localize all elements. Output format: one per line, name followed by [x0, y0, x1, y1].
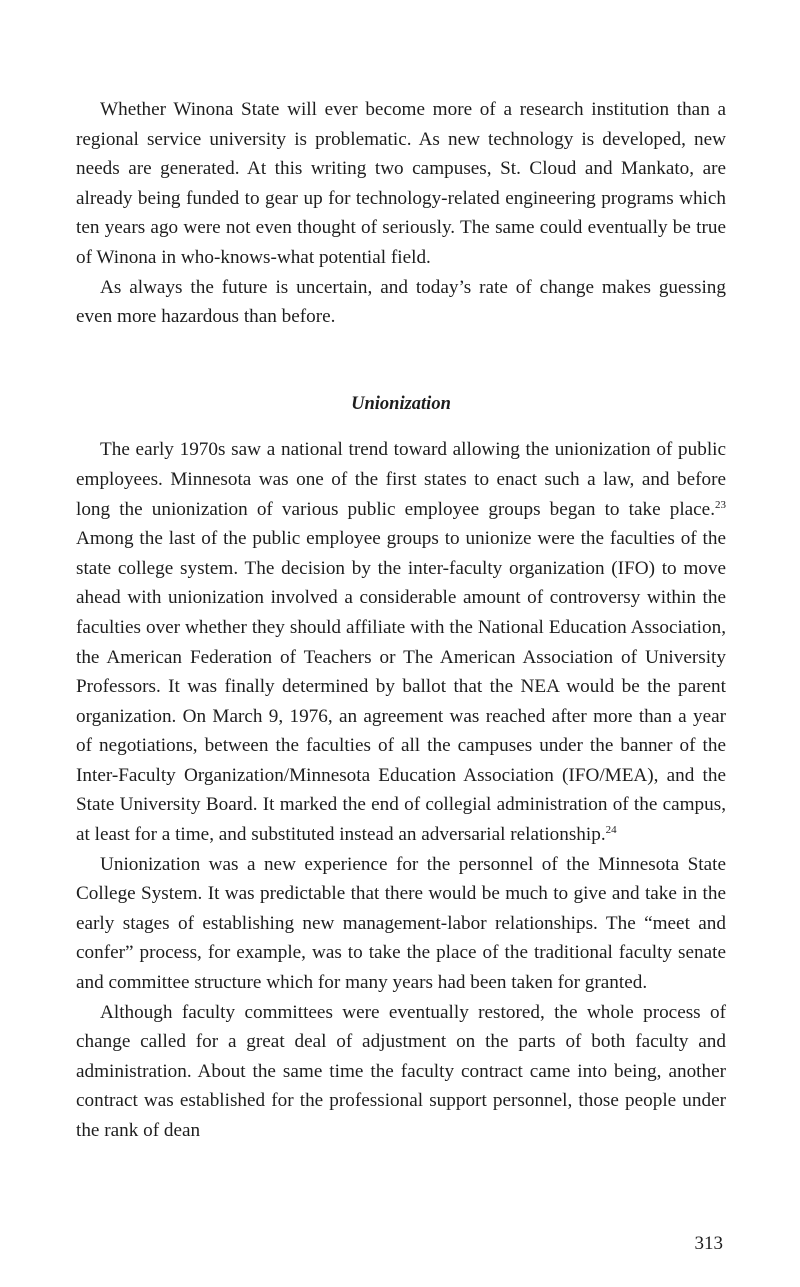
paragraph-future-uncertain: As always the future is uncertain, and today’s rate of change makes guessing even more hazardous than before.: [76, 276, 726, 328]
paragraph-unionization-trend: [76, 435, 726, 849]
section-title: Unionization: [351, 393, 451, 414]
title-spacer: [76, 419, 726, 435]
page-body: [76, 95, 726, 1146]
footnote-marker-24: 24: [605, 824, 617, 837]
section-spacer: [76, 332, 726, 390]
paragraph-research-institution: Whether Winona State will ever become more of a research institution than a regional service university is problematic. As new technology is developed, new needs are generated. At this writing two campuses, St. Cloud and Mankato, are already being funded to gear up for technology-related engineering programs which ten years ago were not even thought of seriously. The same could eventually be true of Winona in who-knows-what potential field.: [76, 99, 726, 268]
footnote-marker-23: 23: [715, 498, 726, 511]
paragraph-new-experience: Unionization was a new experience for the personnel of the Minnesota State College System. It was predictable that there would be much to give and take in the early stages of establishing new management-labor relationships. The “meet and confer” process, for example, was to take the place of the traditional faculty senate and committee structure which for many years had been taken for granted.: [76, 853, 726, 994]
page-number: 313: [694, 1233, 723, 1254]
paragraph-text-part-1: The early 1970s saw a national trend toward allowing the unionization of public employees. Minnesota was one of the first states to enact such a law, and before long the unionization of various public employee groups began to take place.: [76, 439, 726, 520]
paragraph-faculty-committees: Although faculty committees were eventually restored, the whole process of change called for a great deal of adjustment on the parts of both faculty and administration. About the same time the faculty contract came into being, another contract was established for the professional support personnel, those people under the rank of dean: [76, 1001, 726, 1141]
paragraph-text-part-2: Among the last of the public employee groups to unionize were the faculties of the state college system. The decision by the inter-faculty organization (IFO) to move ahead with unionization involved a considerable amount of controversy within the faculties over whether they should affiliate with the National Education Association, the American Federation of Teachers or The American Association of University Professors. It was finally determined by ballot that the NEA would be the parent organization. On March 9, 1976, an agreement was reached after more than a year of negotiations, between the faculties of all the campuses under the banner of the Inter-Faculty Organization/Minnesota Education Association (IFO/MEA), and the State University Board. It marked the end of collegial administration of the campus, at least for a time, and substituted instead an adversarial relationship.: [76, 528, 726, 846]
